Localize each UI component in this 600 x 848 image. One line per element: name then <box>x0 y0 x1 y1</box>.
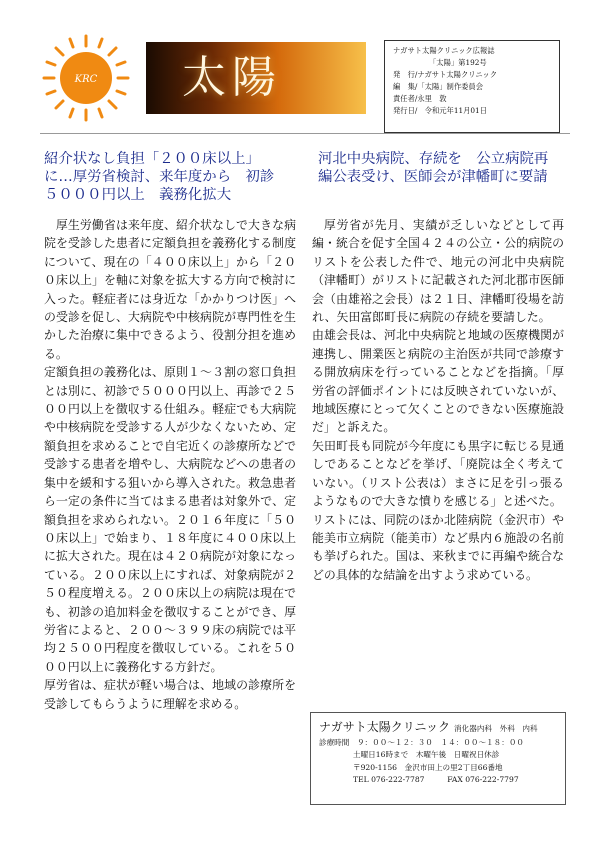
clinic-hours: ９：００～１２：３０ １４：００～１８：００ <box>356 738 525 747</box>
clinic-departments: 消化器内科 外科 内科 <box>454 724 538 733</box>
paragraph: 由雄会長は、河北中央病院と地域の医療機関が連携し、開業医と病院の主治医が共同で診療する開放病床を行っていることなどを指摘。「厚労省の評価ポイントには反映されていないが、地域医療にとって欠くことのできない医療施設だ」と訴えた。 <box>312 328 564 435</box>
right-article-headline <box>318 150 568 186</box>
logo-text: KRC <box>74 74 98 85</box>
headline-line: 河北中央病院、存続を 公立病院再 <box>318 151 549 167</box>
newsletter-info-box <box>384 40 560 133</box>
clinic-info-box <box>310 712 566 805</box>
info-line-2: 「太陽」第192号 <box>429 58 487 68</box>
clinic-tel: TEL 076-222-7787 <box>353 775 425 785</box>
paragraph: 厚生労働省は来年度、紹介状なしで大きな病院を受診した患者に定額負担を義務化する制度について、現在の「４００床以上」から「２００床以上」を軸に対象を拡大する方向で検討に入った。軽症者には身近な「かかりつけ医」への受診を促し、大病院や中核病院が専門性を生かした治療に集中できるよう、役割分担を進める。 <box>44 218 296 361</box>
header-divider <box>40 133 570 134</box>
headline-line: 編公表受け、医師会が津幡町に要請 <box>318 169 548 185</box>
clinic-fax: FAX 076-222-7797 <box>447 775 519 785</box>
clinic-name: ナガサト太陽クリニック <box>319 720 451 734</box>
left-article-headline <box>44 150 294 204</box>
info-line-6: 発行日/ 令和元年11月01日 <box>393 106 487 116</box>
paragraph: 厚労省が先月、実績が乏しいなどとして再編・統合を促す全国４２４の公立・公的病院のリストを公表した件で、地元の河北中央病院（津幡町）がリストに記載された河北郡市医師会（由雄裕之会長）は２１日、津幡町役場を訪れ、矢田富郎町長に病院の存続を要請した。 <box>312 218 564 325</box>
info-line-4: 編 集/「太陽」制作委員会 <box>393 82 484 92</box>
info-line-5: 責任者/永里 敦 <box>393 94 447 104</box>
paragraph: 矢田町長も同院が今年度にも黒字に転じる見通しであることなどを挙げ、「廃院は全く考えていない。（リスト公表は）まさに足を引っ張るようなもので大きな憤りを感じる」と述べた。 <box>312 438 564 509</box>
clinic-address: 〒920-1156 金沢市田上の里2丁目66番地 <box>353 762 503 772</box>
hours-label: 診療時間 <box>319 738 350 747</box>
paragraph: 定額負担の義務化は、原則１～３割の窓口負担とは別に、初診で５０００円以上、再診で２５００円以上を徴収する仕組み。軽症でも大病院や中核病院を受診する人が少なくないため、定額負担を求めることで自宅近くの診療所などで受診する患者を増やし、大病院などへの患者の集中を緩和する狙いから導入された。救急患者ら一定の条件に当てはまる患者は対象外で、定額負担を求められない。２０１６年度に「５００床以上」で始まり、１８年度に４００床以上に拡大された。現在は４２０病院が対象になっている。２００床以上にすれば、対象病院が２５０程度増える。２００床以上の病院は現在でも、初診の追加料金を徴収することができ、厚労省によると、２００～３９９床の病院では平均２５００円程度を徴収している。これを５０００円以上に義務化する方針だ。 <box>44 365 296 674</box>
left-article-body <box>44 216 296 713</box>
right-article-body <box>312 216 564 584</box>
paragraph: 厚労省は、症状が軽い場合は、地域の診療所を受診してもらうように理解を求める。 <box>44 678 296 711</box>
headline-line: ５０００円以上 義務化拡大 <box>44 187 232 203</box>
info-line-3: 発 行/ナガサト太陽クリニック <box>393 70 498 80</box>
info-line-1: ナガサト太陽クリニック広報誌 <box>393 46 495 55</box>
headline-line: に…厚労省検討、来年度から 初診 <box>44 169 275 185</box>
sun-logo-icon <box>40 32 132 124</box>
headline-line: 紹介状なし負担「２００床以上」 <box>44 151 260 167</box>
paragraph: リストには、同院のほか北陸病院（金沢市）や能美市立病院（能美市）など県内６施設の名前も挙げられた。国は、来秋までに再編や統合などの具体的な結論を出すよう求めている。 <box>312 512 564 582</box>
hours-note: 土曜日16時まで 木曜午後 日曜祝日休診 <box>353 750 500 760</box>
title-banner <box>146 42 366 114</box>
banner-title: 太陽 <box>182 52 282 103</box>
